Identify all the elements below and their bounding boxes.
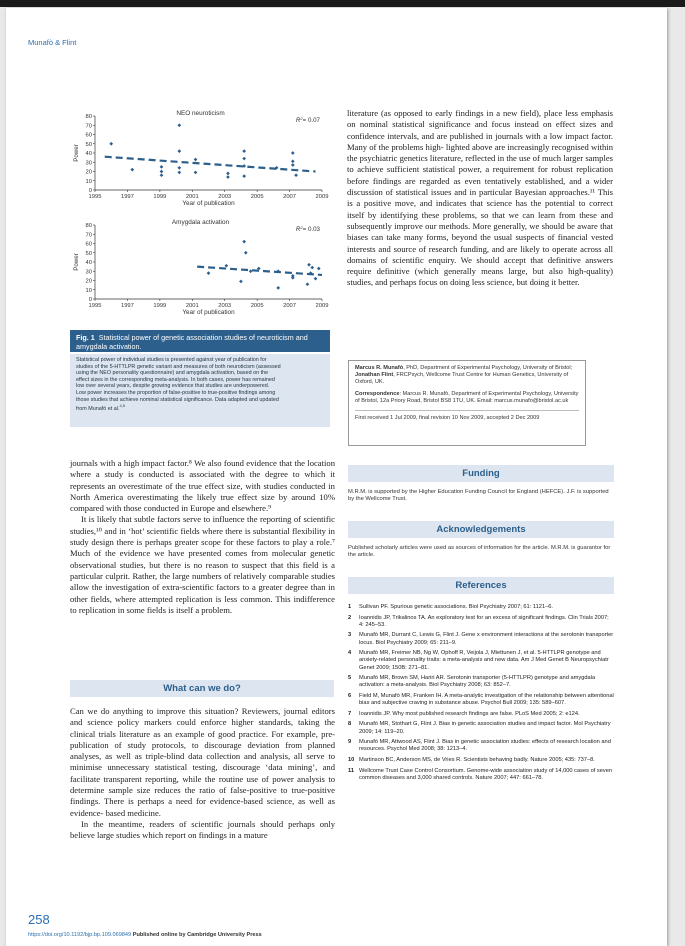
- caption-line: Statistical power of individual studies is presented against year of publication for: [76, 357, 267, 363]
- text-line: while the routine use of power analysis to determine sample size: [70, 773, 335, 796]
- data-point: [194, 171, 198, 175]
- text-line: with studies conducted in North America overestimating the likely: [70, 480, 335, 502]
- text-line: testing, discourage ‘data mining’, and facilitate transparent reporting,: [70, 762, 336, 784]
- author-name-1: Marcus R. Munafò: [355, 365, 404, 371]
- text-line: suspects of financial vested interests and source of research: [347, 232, 613, 254]
- caption-line: using the NEO personality questionnaire) and amygdala activation, based on the: [76, 370, 269, 377]
- caption-line: those studies that achieve nominal statistical significance. Data adapted and updated: [76, 396, 279, 403]
- reference-text: Ioannidis JP, Trikalinos TA. An exploratory test for an excess of significant findings. Clin Trials 2007; 4: 245–53.: [359, 614, 609, 628]
- caption-line: studies of the 5-HTTLPR genetic variant and measures of both neuroticism (assessed: [76, 363, 281, 370]
- text-line: reduces the ratio of false-positive to true-positive findings. There: [70, 785, 335, 807]
- data-point: [194, 158, 198, 162]
- x-tick-label: 2001: [185, 194, 199, 200]
- y-tick-label: 50: [85, 250, 92, 257]
- text-line: replication before findings are regarded as even tentatively: [347, 164, 613, 186]
- funding-text: M.R.M. is supported by the Higher Education Funding Council for England (HEFCE). J.F. is supported by the Wellcome Trust.: [348, 489, 609, 503]
- text-line: particular Bayesian approaches.¹¹ This is a positive move, and: [347, 187, 613, 209]
- reference-number: 4: [348, 650, 352, 657]
- r-squared-value: = 0.03: [302, 226, 320, 233]
- text-line: common. This indifference to replication in some fields is itself: [70, 593, 335, 615]
- reference-item: [348, 604, 614, 611]
- reference-item: [348, 739, 614, 753]
- y-tick-label: 0: [88, 188, 92, 194]
- r-squared-label: [296, 225, 321, 233]
- data-point: [109, 142, 113, 146]
- reference-item: [348, 757, 614, 764]
- x-tick-label: 2001: [185, 303, 199, 309]
- data-point: [226, 175, 230, 179]
- text-line: subsequently improve our methods. More generally, we should: [347, 220, 565, 231]
- reference-number: 9: [348, 739, 352, 746]
- viewer-top-bar: [0, 0, 685, 7]
- text-line: established, and a wider discussion of statistical issues and in: [347, 175, 613, 198]
- text-line: allow the investigation of extra-scientific factors to a greater: [70, 582, 283, 593]
- reference-item: [348, 721, 614, 735]
- x-tick-label: 2005: [250, 194, 264, 200]
- text-line: based medicine.: [105, 807, 161, 818]
- data-point: [130, 168, 134, 172]
- text-line: achieve sufficient statistical power, a requirement for robust: [357, 164, 573, 175]
- reference-text: Munafò MR, Freimer NB, Ng W, Ophoff R, Veijola J, Miettunen J, et al. 5-HTTLPR genotype and anxiety-related personality traits: a meta-analysis and new data. Am J Med Genet B Neuropsychiatr Genet 2009; 150B: 271–81.: [359, 650, 609, 671]
- data-point: [317, 267, 321, 271]
- y-tick-label: 40: [85, 151, 92, 157]
- x-tick-label: 1995: [88, 194, 102, 200]
- text-line: identifying these problems, so that we can learn from these and: [380, 209, 613, 220]
- text-line: for these factors to play a role.⁷ Much of the evidence we have: [70, 537, 335, 559]
- right-column-text: [347, 108, 613, 289]
- text-line: funding, and are likely to operate across all domains of scientific: [347, 243, 613, 265]
- text-line: but there is no reason to suspect that this field is a particular: [70, 559, 336, 581]
- section-heading-what-can-we-do: What can we do?: [70, 680, 334, 697]
- reference-text: Ioannidis JP. Why most published research findings are false. PLoS Med 2005; 2: e124.: [359, 710, 580, 717]
- y-tick-label: 30: [85, 160, 92, 167]
- data-point: [177, 166, 181, 170]
- text-line: degree than in other fields, where attempted replication is less: [70, 582, 335, 604]
- text-line: better.: [558, 277, 580, 288]
- data-point: [306, 282, 310, 286]
- reference-item: [348, 650, 614, 672]
- reference-number: 8: [348, 721, 352, 728]
- text-line: It is likely that subtle factors serve to influence the reporting of: [81, 514, 302, 525]
- text-line: Can we do anything to improve this situation? Reviewers, journal: [70, 706, 309, 716]
- text-line: culprit. Rather, the large numbers of relatively comparable studies: [105, 570, 336, 581]
- reference-number: 3: [348, 632, 352, 639]
- x-tick-label: 2003: [218, 194, 232, 200]
- y-tick-label: 0: [88, 297, 92, 303]
- text-line: emphasis on nominal statistical significance and focus instead: [347, 108, 613, 130]
- reference-number: 1: [348, 604, 352, 610]
- reference-text: Munafò MR, Attwood AS, Flint J. Bias in genetic association studies: effects of research location and resources. Psychol Med 2008; 38: 1213–4.: [359, 739, 611, 753]
- author-affiliation-1: , PhD, Department of Experimental Psychology, University of Bristol;: [403, 365, 573, 371]
- text-line: collection and analysis, all serve to minimise unnecessary statistical: [70, 751, 335, 773]
- x-tick-label: 2007: [283, 303, 297, 309]
- text-line: literature (as opposed to early findings in a new field), place less: [347, 108, 579, 118]
- x-tick-label: 2009: [315, 303, 329, 309]
- text-line: deviation from planned analyses, as well as triple-blind data: [70, 739, 335, 762]
- data-point: [291, 163, 295, 167]
- text-line: Europe and elsewhere.⁹: [190, 503, 272, 514]
- data-point: [244, 251, 248, 255]
- reference-text: Munafò MR, Stothart G, Flint J. Bias in genetic association studies and impact factor. Mol Psychiatry 2009; 14: 119–20.: [359, 721, 611, 735]
- chart-title: Amygdala activation: [171, 219, 230, 226]
- x-tick-label: 2007: [283, 194, 297, 200]
- data-point: [291, 159, 295, 163]
- y-tick-label: 80: [85, 114, 92, 120]
- caption-citation: 4,5: [119, 403, 126, 409]
- text-line: be aware that biases can take many forms, beyond the usual: [347, 220, 613, 243]
- correspondence-text: : Marcus R. Munafò, Department of Experimental Psychology, University of Bristol, 12a Priory Road, Bristol BS8 1TU, UK. Email: marcus.munafo@bristol.ac.uk: [355, 391, 579, 404]
- figure-label: Fig. 1: [76, 333, 95, 342]
- text-line: enquiry. We should accept that definitive answers require: [347, 254, 613, 277]
- paragraph: [70, 706, 335, 819]
- running-header: Munafò & Flint: [28, 38, 77, 47]
- author-info-box: [348, 360, 586, 446]
- received-dates: First received 1 Jul 2009, final revision 10 Nov 2009, accepted 2 Dec 2009: [355, 410, 579, 422]
- data-point: [310, 266, 314, 270]
- y-tick-label: 40: [85, 260, 92, 266]
- correspondence: [355, 391, 579, 405]
- x-tick-label: 1995: [88, 303, 102, 309]
- section-heading-funding: Funding: [348, 465, 614, 482]
- text-line: In the meantime, readers of scientific journals should perhaps: [81, 818, 315, 829]
- x-tick-label: 2003: [218, 303, 232, 309]
- reference-number: 2: [348, 614, 352, 621]
- trend-line: [105, 157, 316, 172]
- paragraph: [70, 819, 335, 842]
- author-affiliations: [355, 365, 579, 386]
- x-axis-label: Year of publication: [182, 200, 235, 207]
- data-point: [177, 149, 181, 153]
- text-line: only believe large studies which report on findings in a mature: [70, 818, 335, 841]
- x-tick-label: 2005: [250, 303, 264, 309]
- text-line: genetics literature, reflected in the use of much larger samples to: [347, 153, 613, 175]
- data-point: [307, 263, 311, 267]
- y-tick-label: 70: [85, 123, 92, 130]
- text-line: substantial flexibility in study design there is perhaps greater scope: [70, 525, 335, 548]
- left-column-text: [70, 458, 335, 616]
- text-line: a problem.: [195, 604, 233, 615]
- doi-link[interactable]: https://doi.org/10.1192/bjp.bp.109.069849: [28, 932, 132, 938]
- x-tick-label: 2009: [315, 194, 329, 200]
- text-line: For example, pre-publication of study protocols, to discourage: [70, 728, 335, 750]
- paragraph: [70, 458, 335, 514]
- y-tick-label: 30: [85, 269, 92, 276]
- reference-text: Munafò MR, Brown SM, Hariri AR. Serotonin transporter (5-HTTLPR) genotype and amygdala activation: a meta-analysis. Biol Psychiatry 2008; 63: 852–7.: [359, 675, 596, 689]
- text-line: editors and science policy markers could enforce higher standards,: [70, 706, 335, 728]
- left-column-text-2: [70, 706, 335, 842]
- y-tick-label: 60: [85, 132, 92, 139]
- data-point: [291, 151, 295, 155]
- chart-title: NEO neuroticism: [176, 110, 225, 117]
- text-line: taking the clinical trials literature as an example of good practice.: [70, 717, 335, 739]
- text-line: indicates that science has the potential to correct itself by: [347, 198, 613, 220]
- reference-text: Martinson BC, Anderson MS, de Vries R. Scientists behaving badly. Nature 2005; 435: 737–8.: [359, 756, 595, 763]
- reference-item: [348, 632, 614, 646]
- x-tick-label: 1999: [153, 194, 167, 200]
- data-point: [242, 157, 246, 161]
- author-affiliation-2: , FRCPsych, Wellcome Trust Centre for Human Genetics, University of Oxford, UK.: [355, 372, 569, 385]
- data-point: [207, 271, 211, 275]
- text-line: is perhaps a need for evidence-based science, as well as evidence-: [70, 796, 335, 818]
- reference-number: 5: [348, 675, 352, 682]
- acknowledgements-text: Published scholarly articles were used as sources of information for the article. M.R.M. is guarantor for the article.: [348, 545, 611, 559]
- chart-neo-neuroticism: [73, 110, 328, 207]
- reference-number: 10: [348, 756, 355, 763]
- y-tick-label: 70: [85, 232, 92, 239]
- section-heading-acknowledgements: Acknowledgements: [348, 521, 614, 538]
- x-axis-label: Year of publication: [182, 309, 235, 316]
- y-tick-label: 20: [85, 169, 92, 176]
- y-tick-label: 60: [85, 241, 92, 248]
- data-point: [242, 149, 246, 153]
- reference-text: Wellcome Trust Case Control Consortium. Genome-wide association study of 14,000 cases of seven common diseases and 3,000 shared controls. Nature 2007; 447: 661–78.: [359, 767, 613, 781]
- data-point: [242, 240, 246, 244]
- data-point: [160, 170, 164, 174]
- reference-text: Sullivan PF. Spurious genetic associations. Biol Psychiatry 2007; 61: 1121–6.: [359, 604, 554, 610]
- reference-number: 11: [348, 767, 355, 774]
- y-tick-label: 10: [85, 178, 92, 185]
- caption-line: from Munafò et al.$^{4,5}$: [76, 403, 126, 412]
- reference-item: [348, 768, 614, 782]
- paragraph: [347, 108, 613, 289]
- data-point: [249, 269, 253, 273]
- reference-text: Munafò MR, Durrant C, Lewis G, Flint J. Gene x environment interactions at the serotonin transporter locus. Biol Psychiatry 2009; 65: 211–9.: [359, 632, 614, 646]
- reference-text: Field M, Munafò MR, Franken IH. A meta-analytic investigation of the relationship between attentional bias and subjective craving in substance abuse. Psychol Bull 2009; 135: 589–607.: [359, 692, 614, 707]
- data-point: [177, 123, 181, 127]
- y-tick-label: 80: [85, 223, 92, 229]
- section-heading-references: References: [348, 577, 614, 594]
- caption-line: Low power increases the proportion of false-positive to true-positive findings among: [76, 389, 276, 396]
- data-point: [291, 276, 295, 280]
- r-squared-label: [296, 116, 321, 124]
- r-squared-exponent: 2: [300, 116, 303, 121]
- y-axis-label: Power: [73, 253, 80, 271]
- r-symbol: R: [295, 117, 301, 124]
- r-squared-value: = 0.07: [302, 117, 320, 124]
- reference-item: [348, 615, 614, 629]
- data-point: [242, 174, 246, 178]
- paragraph: [70, 514, 335, 616]
- x-tick-label: 1997: [120, 194, 134, 200]
- text-line: journals with a low impact factor. Many of the problems high-: [347, 130, 613, 152]
- reference-item: [348, 675, 614, 689]
- figure-caption: [70, 354, 330, 427]
- y-tick-label: 20: [85, 278, 92, 285]
- y-axis-label: Power: [73, 144, 80, 162]
- text-line: on effect sizes and confidence intervals, and are published in: [347, 119, 613, 141]
- reference-list: [348, 604, 614, 785]
- reference-number: 6: [348, 692, 352, 699]
- reference-item: [348, 693, 614, 707]
- page-number: 258: [28, 912, 50, 927]
- y-tick-label: 10: [85, 287, 92, 294]
- data-point: [276, 286, 280, 290]
- data-point: [239, 280, 243, 284]
- footer: [28, 932, 262, 938]
- data-point: [226, 172, 230, 176]
- text-line: lighted above are increasingly recognised within the psychiatric: [347, 141, 613, 164]
- figure-title-box: [70, 330, 330, 352]
- caption-line: effect sizes in the corresponding meta-analysis. In both cases, power has remained: [76, 376, 275, 383]
- caption-line: low over several years, despite growing evidence that studies are underpowered.: [76, 383, 270, 390]
- data-point: [160, 165, 164, 169]
- text-line: degree to which it represents an overestimate of the true effect size,: [70, 469, 335, 491]
- correspondence-label: Correspondence: [355, 391, 400, 397]
- reference-item: [348, 711, 614, 718]
- text-line: true effect size by around 10% compared with those conducted in: [70, 491, 335, 514]
- data-point: [177, 171, 181, 175]
- x-tick-label: 1997: [120, 303, 134, 309]
- text-line: definitive (which generally means large, but also high-quality): [376, 266, 613, 277]
- data-point: [294, 173, 298, 177]
- author-name-2: Jonathan Flint: [355, 372, 394, 378]
- text-line: journals with a high impact factor.⁸ We also found evidence that: [70, 458, 293, 468]
- x-tick-label: 1999: [153, 303, 167, 309]
- r-symbol: R: [295, 226, 301, 233]
- text-line: presented comes from molecular genetic observational studies,: [70, 548, 335, 570]
- published-online: Published online by Cambridge University Press: [132, 932, 262, 938]
- text-line: the location where a study is conducted is associated with the: [70, 458, 335, 480]
- data-point: [314, 277, 318, 281]
- chart-amygdala-activation: [73, 219, 328, 316]
- r-squared-exponent: 2: [300, 225, 303, 230]
- figure-charts: [70, 104, 332, 330]
- text-line: studies, and perhaps focus on doing less science, but doing it: [347, 277, 557, 288]
- y-tick-label: 50: [85, 141, 92, 148]
- data-point: [160, 173, 164, 177]
- text-line: scientific studies,¹⁰ and in ‘hot’ scientific fields where there is: [70, 514, 335, 536]
- reference-number: 7: [348, 710, 352, 717]
- data-point: [224, 264, 228, 268]
- figure-title: Statistical power of genetic association studies of neuroticism and amygdala activation.: [76, 333, 308, 351]
